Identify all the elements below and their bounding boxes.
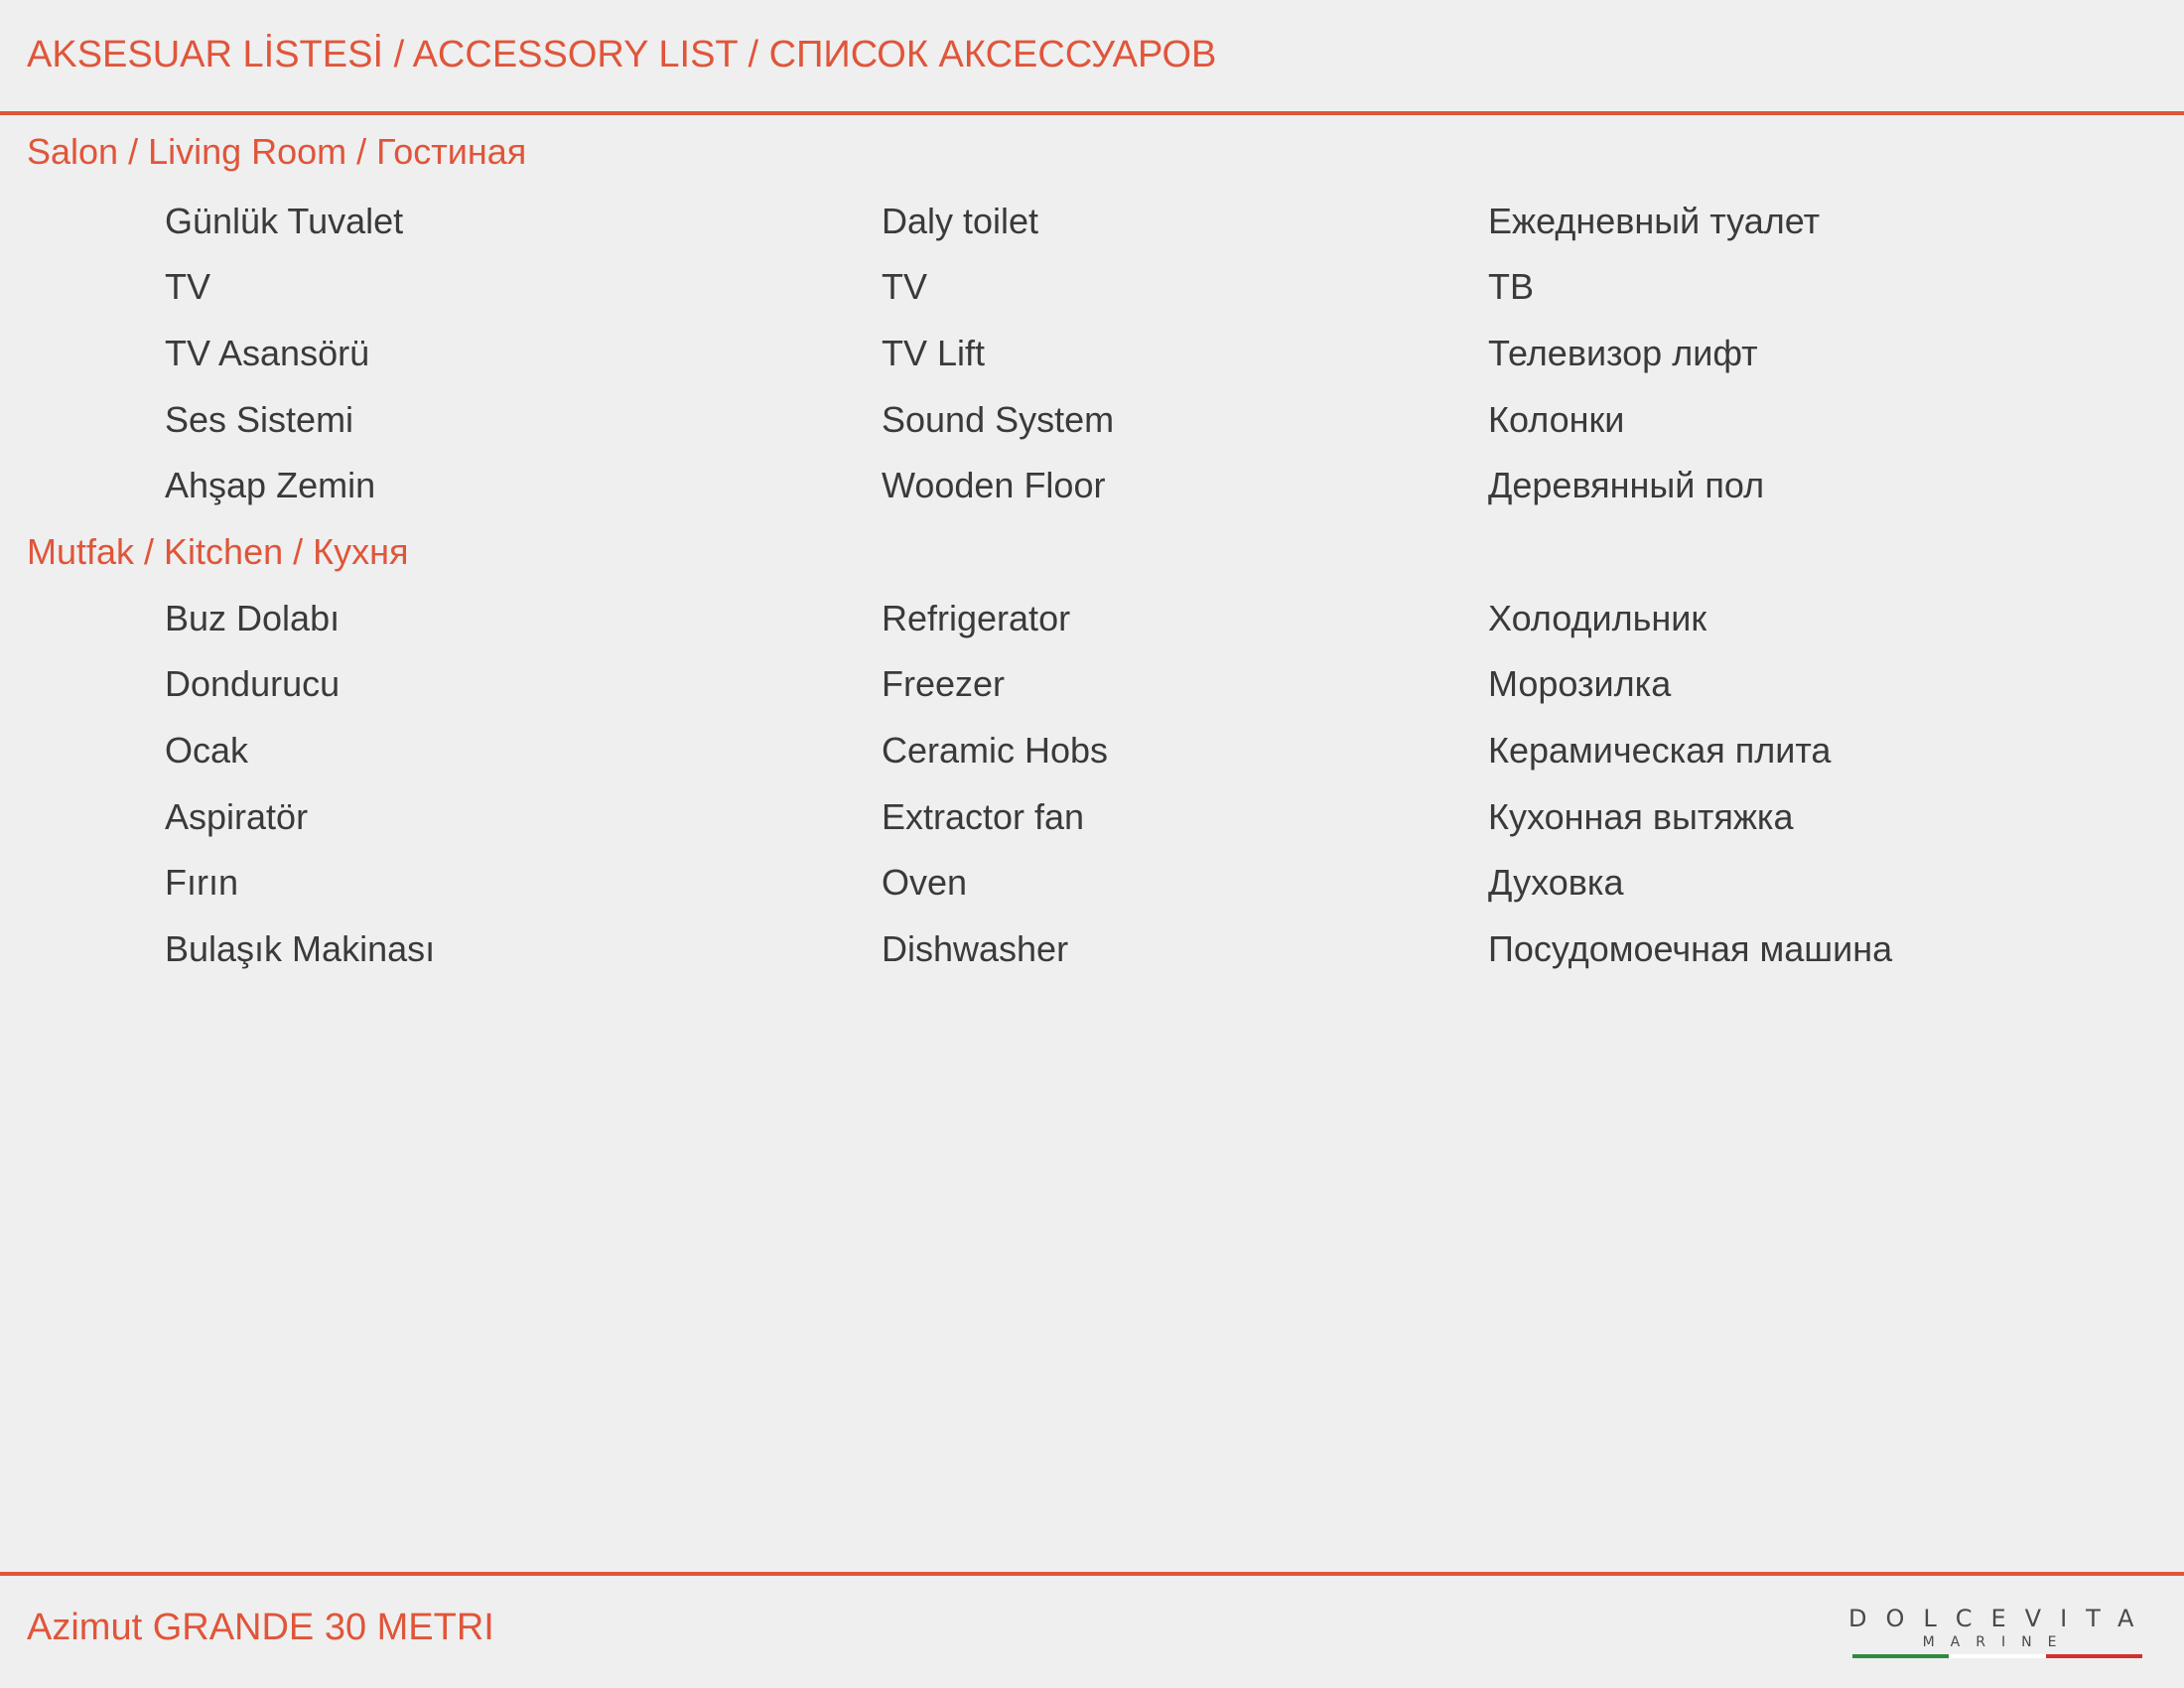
item-tr: Fırın [165, 862, 239, 903]
list-item [0, 266, 2184, 316]
item-tr: Bulaşık Makinası [165, 928, 436, 969]
item-en: Ceramic Hobs [882, 730, 1109, 771]
item-ru: Холодильник [1488, 598, 1707, 638]
item-ru: Деревянный пол [1488, 465, 1765, 505]
list-item [0, 796, 2184, 846]
item-tr: Buz Dolabı [165, 598, 341, 638]
item-tr: Günlük Tuvalet [165, 201, 404, 241]
item-en: Oven [882, 862, 968, 903]
item-en: TV Lift [882, 333, 986, 373]
page-header [0, 0, 2184, 115]
list-item [0, 333, 2184, 382]
item-ru: Ежедневный туалет [1488, 201, 1821, 241]
page-title: AKSESUAR LİSTESİ / ACCESSORY LIST / СПИСОК АКСЕССУАРОВ [27, 34, 1217, 75]
item-ru: Морозилка [1488, 663, 1672, 704]
item-en: Extractor fan [882, 796, 1085, 837]
list-item [0, 730, 2184, 779]
item-ru: Керамическая плита [1488, 730, 1832, 771]
item-tr: TV Asansörü [165, 333, 370, 373]
footer-divider [0, 1572, 2184, 1576]
flag-red [2046, 1654, 2142, 1658]
section-heading-kitchen: Mutfak / Kitchen / Кухня [27, 531, 409, 572]
item-en: Dishwasher [882, 928, 1069, 969]
list-item [0, 862, 2184, 912]
item-ru: ТВ [1488, 266, 1535, 307]
dolcevita-marine-logo [1848, 1605, 2153, 1660]
item-en: Freezer [882, 663, 1006, 704]
item-tr: Dondurucu [165, 663, 341, 704]
footer-model-name: Azimut GRANDE 30 METRI [27, 1607, 494, 1648]
flag-green [1852, 1654, 1949, 1658]
list-item [0, 465, 2184, 514]
item-ru: Кухонная вытяжка [1488, 796, 1794, 837]
list-item [0, 663, 2184, 713]
section-heading-living-room: Salon / Living Room / Гостиная [27, 131, 527, 172]
item-en: Wooden Floor [882, 465, 1106, 505]
italian-flag-stripe [1852, 1654, 2142, 1658]
item-en: Sound System [882, 399, 1115, 440]
item-ru: Посудомоечная машина [1488, 928, 1893, 969]
item-ru: Духовка [1488, 862, 1624, 903]
list-item [0, 201, 2184, 250]
list-item [0, 399, 2184, 449]
item-tr: Ocak [165, 730, 249, 771]
item-tr: Ahşap Zemin [165, 465, 376, 505]
item-en: Refrigerator [882, 598, 1071, 638]
logo-wordmark: DOLCEVITA [1848, 1605, 2153, 1632]
item-en: TV [882, 266, 928, 307]
item-ru: Телевизор лифт [1488, 333, 1758, 373]
logo-subtext: MARINE [1922, 1634, 2073, 1650]
list-item [0, 928, 2184, 978]
flag-white [1949, 1654, 2045, 1658]
list-item [0, 598, 2184, 647]
item-tr: Aspiratör [165, 796, 309, 837]
item-tr: Ses Sistemi [165, 399, 354, 440]
item-tr: TV [165, 266, 211, 307]
item-ru: Колонки [1488, 399, 1625, 440]
item-en: Daly toilet [882, 201, 1039, 241]
